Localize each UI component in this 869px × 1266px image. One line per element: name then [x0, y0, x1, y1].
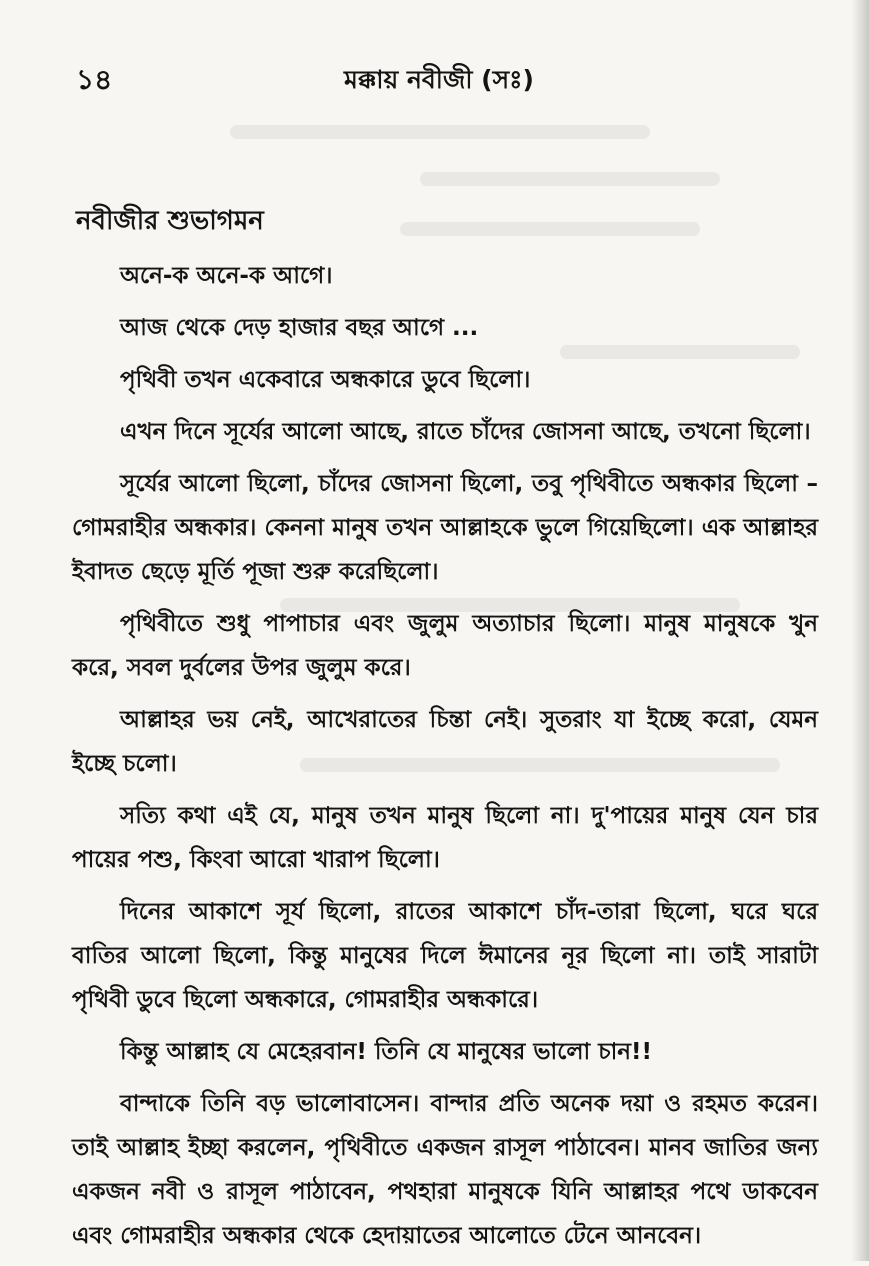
running-title: মক্কায় নবীজী (সঃ)	[344, 65, 534, 94]
paragraph: সত্যি কথা এই যে, মানুষ তখন মানুষ ছিলো না। দু'পায়ের মানুষ যেন চার পায়ের পশু, কিংবা আরো খারাপ ছিলো।	[72, 803, 818, 873]
paragraph: বান্দাকে তিনি বড় ভালোবাসেন। বান্দার প্রতি অনেক দয়া ও রহমত করেন। তাই আল্লাহ ইচ্ছা করলেন, পৃথিবীতে একজন রাসূল পাঠাবেন। মানব জাতির জন্য একজন নবী ও রাসূল পাঠাবেন, পথহারা মানুষকে যিনি আল্লাহর পথে ডাকবেন এবং গোমরাহীর অন্ধকার থেকে হেদায়াতের আলোতে টেনে আনবেন।	[72, 1091, 818, 1249]
show-through-smudge	[230, 125, 650, 139]
page-edge-shadow	[851, 0, 869, 1261]
paragraph: পৃথিবীতে শুধু পাপাচার এবং জুলুম অত্যাচার ছিলো। মানুষ মানুষকে খুন করে, সবল দুর্বলের উপর জুলুম করে।	[72, 611, 818, 681]
show-through-smudge	[420, 172, 720, 186]
page-header	[76, 58, 816, 98]
body-text	[72, 254, 818, 1266]
paragraph: অনে-ক অনে-ক আগে।	[120, 263, 333, 289]
paragraph: আজ থেকে দেড় হাজার বছর আগে ...	[120, 315, 479, 341]
paragraph: পৃথিবী তখন একেবারে অন্ধকারে ডুবে ছিলো।	[120, 367, 531, 393]
page-number: ১৪	[76, 63, 113, 96]
paragraph: আল্লাহর ভয় নেই, আখেরাতের চিন্তা নেই। সুতরাং যা ইচ্ছে করো, যেমন ইচ্ছে চলো।	[72, 707, 818, 777]
paragraph: কিন্তু আল্লাহ যে মেহেরবান! তিনি যে মানুষের ভালো চান!!	[120, 1039, 652, 1065]
paragraph: সূর্যের আলো ছিলো, চাঁদের জোসনা ছিলো, তবু পৃথিবীতে অন্ধকার ছিলো – গোমরাহীর অন্ধকার। কেননা মানুষ তখন আল্লাহকে ভুলে গিয়েছিলো। এক আল্লাহর ইবাদত ছেড়ে মূর্তি পূজা শুরু করেছিলো।	[72, 471, 818, 585]
show-through-smudge	[400, 222, 700, 236]
paragraph: এখন দিনে সূর্যের আলো আছে, রাতে চাঁদের জোসনা আছে, তখনো ছিলো।	[120, 419, 811, 445]
paragraph: দিনের আকাশে সূর্য ছিলো, রাতের আকাশে চাঁদ-তারা ছিলো, ঘরে ঘরে বাতির আলো ছিলো, কিন্তু মানুষের দিলে ঈমানের নূর ছিলো না। তাই সারাটা পৃথিবী ডুবে ছিলো অন্ধকারে, গোমরাহীর অন্ধকারে।	[72, 899, 818, 1013]
section-heading: নবীজীর শুভাগমন	[76, 206, 264, 236]
